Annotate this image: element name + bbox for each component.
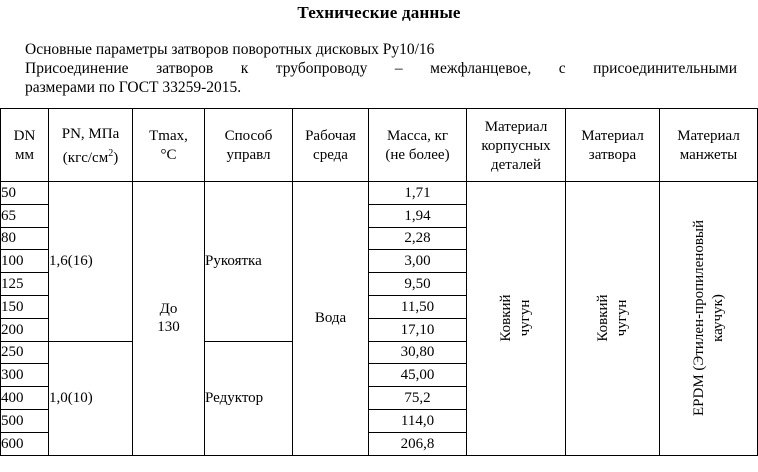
intro-line-3: размерами по ГОСТ 33259-2015.: [25, 79, 242, 96]
cell-mass: 9,50: [369, 273, 467, 296]
cell-mass: 206,8: [369, 432, 467, 455]
cell-dn: 65: [1, 204, 49, 227]
header-medium: Рабочая среда: [293, 109, 369, 182]
header-tmax: Tmax, °С: [133, 109, 205, 182]
cell-tmax: До 130: [133, 182, 205, 456]
cell-mass: 3,00: [369, 250, 467, 273]
cell-mass: 1,71: [369, 182, 467, 205]
cell-dn: 400: [1, 387, 49, 410]
cell-dn: 300: [1, 364, 49, 387]
cell-mass: 75,2: [369, 387, 467, 410]
cell-mass: 2,28: [369, 227, 467, 250]
cell-dn: 50: [1, 182, 49, 205]
cell-dn: 600: [1, 432, 49, 455]
cell-dn: 100: [1, 250, 49, 273]
header-disc-material: Материал затвора: [566, 109, 660, 182]
cell-dn: 80: [1, 227, 49, 250]
cell-mass: 45,00: [369, 364, 467, 387]
table-row: [1, 182, 758, 205]
cell-seal-material: EPDM (Этилен-пропиленовый каучук): [660, 182, 758, 456]
header-control: Способ управл: [205, 109, 293, 182]
intro-line-1: Основные параметры затворов поворотных дисковых Ру10/16: [25, 41, 435, 58]
cell-disc-material: Ковкий чугун: [566, 182, 660, 456]
spec-table: [0, 108, 758, 456]
intro-line-2: Присоединение затворов к трубопроводу – межфланцевое, с присоединительными: [25, 60, 737, 77]
cell-mass: 30,80: [369, 341, 467, 364]
cell-mass: 1,94: [369, 204, 467, 227]
header-dn: DN мм: [1, 109, 49, 182]
header-body-material: Материал корпусных деталей: [467, 109, 566, 182]
cell-dn: 125: [1, 273, 49, 296]
header-seal-material: Материал манжеты: [660, 109, 758, 182]
header-row: [1, 109, 758, 182]
cell-body-material: Ковкий чугун: [467, 182, 566, 456]
header-mass: Масса, кг (не более): [369, 109, 467, 182]
cell-control-gear: Редуктор: [205, 341, 293, 455]
cell-mass: 11,50: [369, 295, 467, 318]
cell-mass: 114,0: [369, 409, 467, 432]
cell-dn: 200: [1, 318, 49, 341]
page-title: Технические данные: [297, 3, 461, 22]
header-pn: PN, МПа $(кгс/см^2)$: [49, 109, 133, 182]
cell-pn-low: 1,0(10): [49, 341, 133, 455]
cell-medium: Вода: [293, 182, 369, 456]
cell-pn-high: 1,6(16): [49, 182, 133, 342]
cell-control-handle: Рукоятка: [205, 182, 293, 342]
cell-mass: 17,10: [369, 318, 467, 341]
intro-text: [25, 40, 737, 97]
cell-dn: 150: [1, 295, 49, 318]
cell-dn: 500: [1, 409, 49, 432]
cell-dn: 250: [1, 341, 49, 364]
